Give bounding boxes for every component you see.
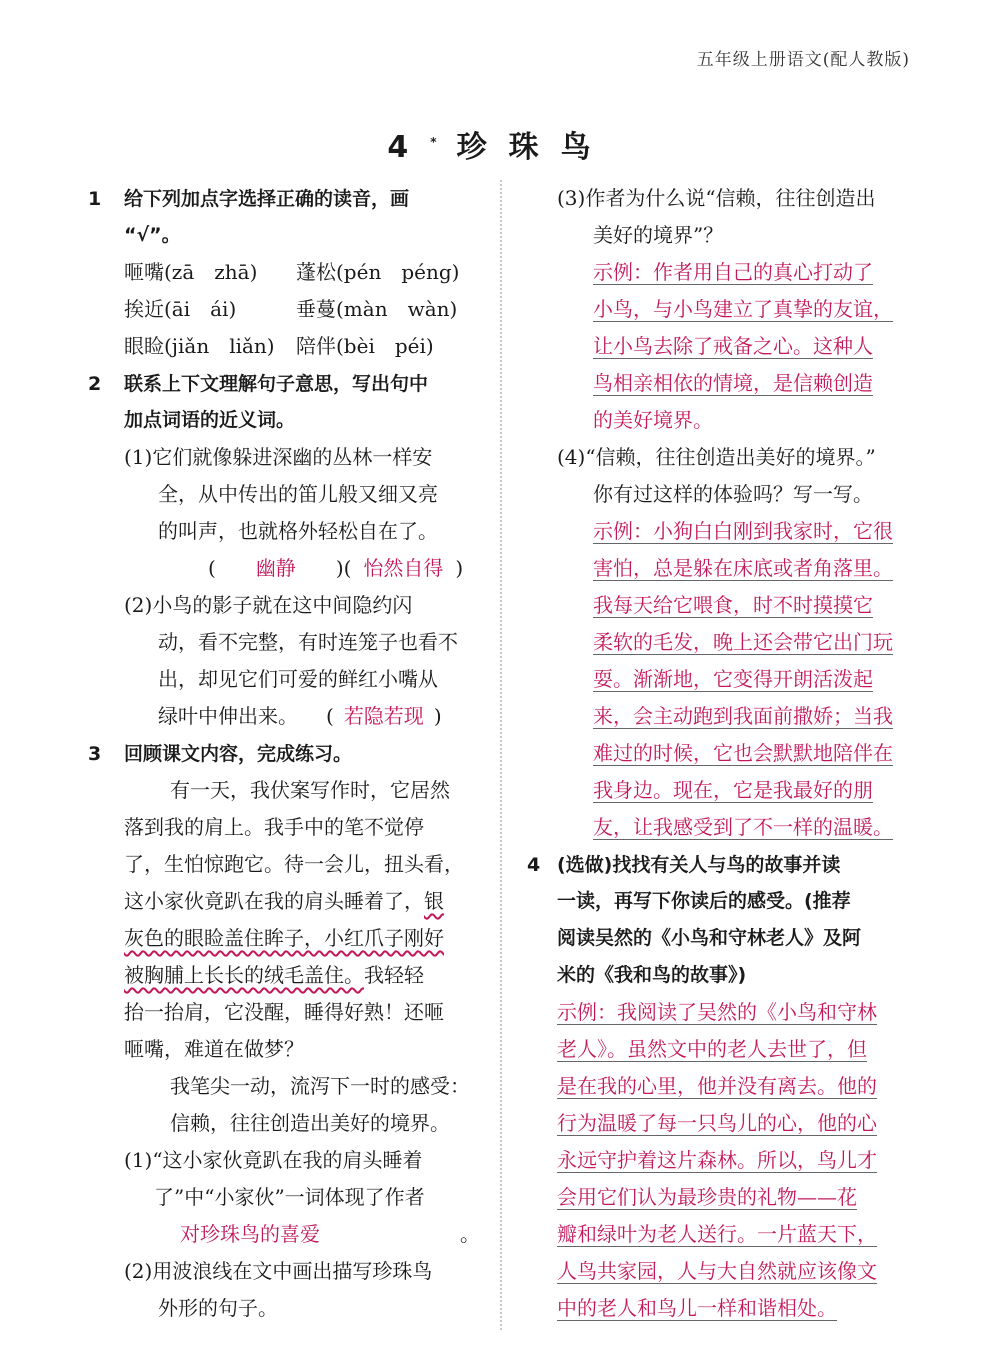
sub3-answer-line[interactable]: 鸟相亲相依的情境，是信赖创造 [593, 371, 873, 395]
q2-s2-line: 动，看不完整，有时连笼子也看不 [158, 630, 458, 654]
quote-line: 我笔尖一动，流泻下一时的感受： [170, 1074, 470, 1098]
sub3-answer-line[interactable]: 小鸟，与小鸟建立了真挚的友谊， [593, 297, 893, 321]
q4-stem-line: 阅读吴然的《小鸟和守林老人》及阿 [557, 927, 862, 949]
sub4-answer-line[interactable]: 耍。渐渐地，它变得开朗活泼起 [593, 667, 873, 691]
quote-line: 信赖，往往创造出美好的境界。 [170, 1111, 450, 1135]
q3-stem: 3 回顾课文内容，完成练习。 [88, 743, 353, 765]
q1-item[interactable]: 挨近(āi ái) [124, 297, 237, 321]
sub2-line: 外形的句子。 [158, 1296, 278, 1320]
lesson-title [0, 122, 1000, 166]
q4-stem: 4 (选做)找找有关人与鸟的故事并读 [527, 854, 841, 876]
q4-stem-line: 一读，再写下你读后的感受。(推荐 [557, 890, 851, 912]
q1-row-3 [88, 328, 483, 365]
column-divider [500, 180, 502, 1330]
sub4-answer-line[interactable]: 难过的时候，它也会默默地陪伴在 [593, 741, 893, 765]
q2-stem: 2 联系上下文理解句子意思，写出句中 [88, 373, 429, 395]
sub4-answer-line[interactable]: 友，让我感受到了不一样的温暖。 [593, 815, 893, 839]
q1-row-2 [88, 291, 483, 328]
page-header: 五年级上册语文(配人教版) [696, 50, 910, 70]
q4-answer-line[interactable]: 行为温暖了每一只鸟儿的心，他的心 [557, 1111, 877, 1135]
q2-answer-row-1: ( 幽静 )( 怡然自得 ) [208, 556, 464, 580]
sub3-line: (3)作者为什么说“信赖，往往创造出 [557, 186, 876, 210]
passage-line: 了，生怕惊跑它。待一会儿，扭头看， [124, 852, 464, 876]
passage-line: 抬一抬肩，它没醒，睡得好熟！还咂 [124, 1000, 444, 1024]
q1-stem: 1 给下列加点字选择正确的读音，画 [88, 188, 410, 210]
sub4-answer-line[interactable]: 来，会主动跑到我面前撒娇；当我 [593, 704, 893, 728]
q2-s2-line-last: 绿叶中伸出来。 ( 若隐若现 ) [158, 704, 442, 728]
q4-answer-line[interactable]: 中的老人和鸟儿一样和谐相处。 [557, 1296, 837, 1320]
passage-line: 落到我的肩上。我手中的笔不觉停 [124, 815, 424, 839]
sub1-answer[interactable]: 对珍珠鸟的喜爱 [154, 1216, 460, 1253]
lesson-name: 珍珠鸟 [456, 130, 613, 165]
passage-line-wavy: 灰色的眼睑盖住眸子，小红爪子刚好 [124, 926, 444, 950]
sub4-line: (4)“信赖，往往创造出美好的境界。” [557, 445, 876, 469]
passage-line: 这小家伙竟趴在我的肩头睡着了，银 [124, 889, 444, 913]
answer-3[interactable]: 若隐若现 [343, 704, 424, 728]
q4-answer-line[interactable]: 老人》。虽然文中的老人去世了，但 [557, 1037, 867, 1061]
q4-stem-line: 米的《我和鸟的故事》) [557, 964, 747, 986]
q2-stem-2: 加点词语的近义词。 [124, 409, 296, 431]
lesson-number: 4 [387, 130, 431, 165]
sub4-answer-line[interactable]: 我身边。现在，它是我最好的朋 [593, 778, 873, 802]
passage-line: 被胸脯上长长的绒毛盖住。我轻轻 [124, 963, 424, 987]
passage-line: 有一天，我伏案写作时，它居然 [170, 778, 450, 802]
sub4-answer-line[interactable]: 我每天给它喂食，时不时摸摸它 [593, 593, 873, 617]
sub2-line: (2)用波浪线在文中画出描写珍珠鸟 [124, 1259, 433, 1283]
q1-row-1 [88, 254, 483, 291]
answer-2[interactable]: 怡然自得 [363, 556, 444, 580]
q2-s1-line: 全，从中传出的笛儿般又细又亮 [158, 482, 438, 506]
q4-answer-line[interactable]: 人鸟共家园，人与大自然就应该像文 [557, 1259, 877, 1283]
q1-stem-2: “√”。 [124, 224, 181, 246]
q2-s1-line: (1)它们就像躲进深幽的丛林一样安 [124, 445, 433, 469]
sub1-answer-row: 对珍珠鸟的喜爱 。 [88, 1216, 483, 1253]
q1-item[interactable]: 咂嘴(zā zhā) [124, 260, 258, 284]
right-column [527, 180, 917, 1327]
sub4-answer-line[interactable]: 害怕，总是躲在床底或者角落里。 [593, 556, 893, 580]
sub3-answer-line[interactable]: 示例：作者用自己的真心打动了 [593, 260, 873, 284]
q4-answer-line[interactable]: 是在我的心里，他并没有离去。他的 [557, 1074, 877, 1098]
sub3-line: 美好的境界”？ [593, 223, 724, 247]
q1-item[interactable]: 蓬松(pén péng) [296, 260, 460, 284]
sub3-answer-line[interactable]: 让小鸟去除了戒备之心。这种人 [593, 334, 873, 358]
passage-line: 咂嘴，难道在做梦？ [124, 1037, 304, 1061]
sub4-line: 你有过这样的体验吗？写一写。 [593, 482, 873, 506]
sub1-line: 了”中“小家伙”一词体现了作者 [154, 1185, 425, 1209]
sub1-line: (1)“这小家伙竟趴在我的肩头睡着 [124, 1148, 423, 1172]
q2-s1-line: 的叫声，也就格外轻松自在了。 [158, 519, 438, 543]
left-column [88, 180, 483, 1327]
q4-answer-line[interactable]: 永远守护着这片森林。所以，鸟儿才 [557, 1148, 877, 1172]
sub4-answer-line[interactable]: 示例：小狗白白刚到我家时，它很 [593, 519, 893, 543]
q1-item[interactable]: 眼睑(jiǎn liǎn) [124, 334, 275, 358]
q2-s2-line: (2)小鸟的影子就在这中间隐约闪 [124, 593, 413, 617]
q4-answer-line[interactable]: 示例：我阅读了吴然的《小鸟和守林 [557, 1000, 877, 1024]
q1-item[interactable]: 陪伴(bèi péi) [296, 334, 434, 358]
lesson-star: * [430, 135, 437, 149]
sub3-answer-line[interactable]: 的美好境界。 [593, 402, 915, 439]
q4-answer-line[interactable]: 会用它们认为最珍贵的礼物——花 [557, 1185, 857, 1209]
q4-answer-line[interactable]: 瓣和绿叶为老人送行。一片蓝天下， [557, 1222, 877, 1246]
q1-item[interactable]: 垂蔓(màn wàn) [296, 297, 458, 321]
q2-s2-line: 出，却见它们可爱的鲜红小嘴从 [158, 667, 438, 691]
sub4-answer-line[interactable]: 柔软的毛发，晚上还会带它出门玩 [593, 630, 893, 654]
answer-1[interactable]: 幽静 [255, 556, 296, 580]
